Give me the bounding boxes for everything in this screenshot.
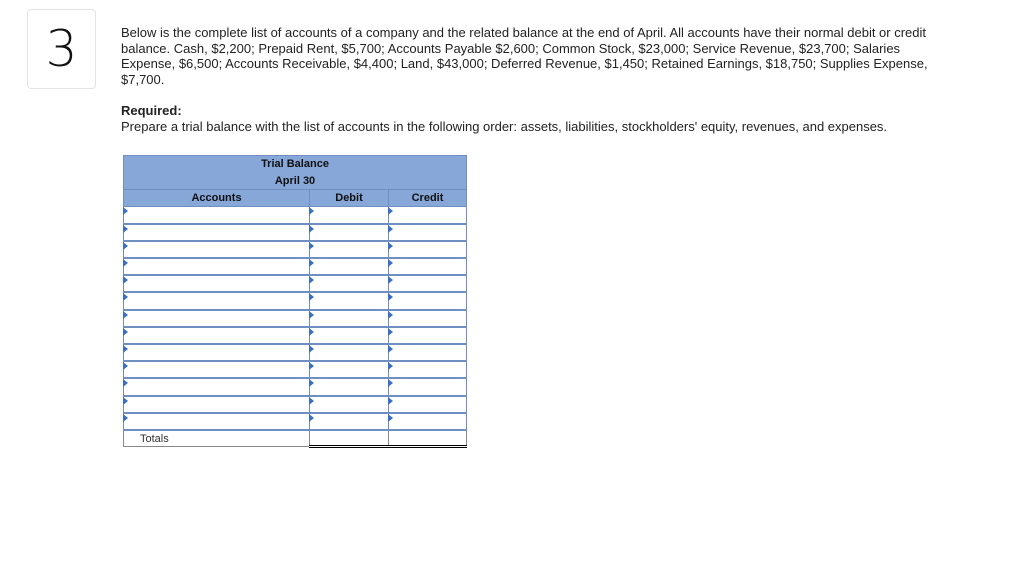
debit-input-cell[interactable] (310, 413, 389, 430)
credit-input-cell[interactable] (389, 207, 467, 224)
input-marker-icon (388, 259, 393, 267)
account-input-cell[interactable] (124, 241, 310, 258)
input-marker-icon (309, 225, 314, 233)
account-input[interactable] (125, 415, 308, 429)
debit-input[interactable] (311, 363, 387, 377)
credit-input-cell[interactable] (389, 275, 467, 292)
trial-balance-row (124, 413, 467, 430)
credit-input[interactable] (390, 208, 465, 222)
input-marker-icon (388, 311, 393, 319)
trial-balance-row (124, 275, 467, 292)
input-marker-icon (388, 276, 393, 284)
input-marker-icon (388, 242, 393, 250)
input-marker-icon (123, 345, 128, 353)
debit-input-cell[interactable] (310, 224, 389, 241)
credit-input[interactable] (390, 226, 465, 240)
column-header-row (124, 190, 467, 207)
trial-balance-row (124, 361, 467, 378)
account-input-cell[interactable] (124, 361, 310, 378)
debit-column-header: Debit (310, 190, 389, 207)
debit-input[interactable] (311, 243, 387, 257)
required-title: Required: (121, 103, 182, 118)
credit-input-cell[interactable] (389, 327, 467, 344)
credit-input[interactable] (390, 329, 465, 343)
accounts-column-header: Accounts (124, 190, 310, 207)
input-marker-icon (309, 242, 314, 250)
account-input[interactable] (125, 243, 308, 257)
input-marker-icon (123, 207, 128, 215)
debit-input[interactable] (311, 226, 387, 240)
input-marker-icon (123, 328, 128, 336)
account-input-cell[interactable] (124, 292, 310, 309)
input-marker-icon (388, 362, 393, 370)
trial-balance-row (124, 258, 467, 275)
debit-input[interactable] (311, 398, 387, 412)
trial-balance-row (124, 207, 467, 224)
account-input-cell[interactable] (124, 396, 310, 413)
credit-input-cell[interactable] (389, 258, 467, 275)
credit-input[interactable] (390, 277, 465, 291)
credit-input-cell[interactable] (389, 413, 467, 430)
account-input[interactable] (125, 363, 308, 377)
input-marker-icon (123, 379, 128, 387)
account-input[interactable] (125, 329, 308, 343)
question-number: 3 (45, 20, 78, 78)
input-marker-icon (309, 293, 314, 301)
total-credit-cell (389, 430, 467, 447)
account-input[interactable] (125, 226, 308, 240)
account-input[interactable] (125, 380, 308, 394)
input-marker-icon (123, 397, 128, 405)
account-input[interactable] (125, 277, 308, 291)
credit-input[interactable] (390, 346, 465, 360)
debit-input[interactable] (311, 346, 387, 360)
input-marker-icon (388, 345, 393, 353)
account-input-cell[interactable] (124, 310, 310, 327)
debit-input[interactable] (311, 312, 387, 326)
credit-input-cell[interactable] (389, 224, 467, 241)
trial-balance-row (124, 327, 467, 344)
input-marker-icon (388, 414, 393, 422)
credit-input-cell[interactable] (389, 396, 467, 413)
credit-input[interactable] (390, 295, 465, 309)
debit-input[interactable] (311, 260, 387, 274)
input-marker-icon (309, 259, 314, 267)
credit-column-header: Credit (389, 190, 467, 207)
debit-input-cell[interactable] (310, 310, 389, 327)
totals-row (124, 430, 467, 447)
trial-balance-row (124, 344, 467, 361)
account-input-cell[interactable] (124, 207, 310, 224)
input-marker-icon (309, 379, 314, 387)
debit-input-cell[interactable] (310, 396, 389, 413)
debit-input[interactable] (311, 380, 387, 394)
credit-input[interactable] (390, 398, 465, 412)
required-text: Prepare a trial balance with the list of accounts in the following order: assets, liabilities, stockholders' equity, revenues, and expenses. (121, 119, 888, 134)
debit-input-cell[interactable] (310, 207, 389, 224)
account-input[interactable] (125, 398, 308, 412)
account-input-cell[interactable] (124, 275, 310, 292)
input-marker-icon (309, 345, 314, 353)
input-marker-icon (309, 328, 314, 336)
account-input[interactable] (125, 312, 308, 326)
input-marker-icon (388, 225, 393, 233)
credit-input-cell[interactable] (389, 292, 467, 309)
trial-balance-title: Trial Balance (124, 156, 467, 173)
account-input[interactable] (125, 208, 308, 222)
debit-input[interactable] (311, 415, 387, 429)
input-marker-icon (309, 414, 314, 422)
input-marker-icon (388, 207, 393, 215)
trial-balance-row (124, 241, 467, 258)
input-marker-icon (309, 362, 314, 370)
input-marker-icon (123, 414, 128, 422)
credit-input[interactable] (390, 363, 465, 377)
debit-input-cell[interactable] (310, 275, 389, 292)
input-marker-icon (123, 293, 128, 301)
debit-input-cell[interactable] (310, 258, 389, 275)
trial-balance-title-row (124, 156, 467, 173)
debit-input[interactable] (311, 295, 387, 309)
credit-input[interactable] (390, 243, 465, 257)
trial-balance-date: April 30 (124, 173, 467, 190)
credit-input[interactable] (390, 380, 465, 394)
credit-input-cell[interactable] (389, 310, 467, 327)
credit-input-cell[interactable] (389, 344, 467, 361)
input-marker-icon (388, 379, 393, 387)
trial-balance-row (124, 396, 467, 413)
debit-input[interactable] (311, 329, 387, 343)
debit-input-cell[interactable] (310, 292, 389, 309)
question-number-badge (27, 9, 96, 89)
totals-label: Totals (124, 430, 310, 447)
trial-balance-row (124, 292, 467, 309)
total-debit-cell (310, 430, 389, 447)
input-marker-icon (388, 397, 393, 405)
credit-input-cell[interactable] (389, 241, 467, 258)
input-marker-icon (309, 207, 314, 215)
input-marker-icon (123, 311, 128, 319)
debit-input[interactable] (311, 208, 387, 222)
input-marker-icon (309, 311, 314, 319)
trial-balance-row (124, 224, 467, 241)
account-input-cell[interactable] (124, 327, 310, 344)
input-marker-icon (388, 328, 393, 336)
input-marker-icon (123, 225, 128, 233)
input-marker-icon (309, 276, 314, 284)
debit-input-cell[interactable] (310, 344, 389, 361)
debit-input[interactable] (311, 277, 387, 291)
credit-input[interactable] (390, 260, 465, 274)
input-marker-icon (123, 242, 128, 250)
credit-input-cell[interactable] (389, 361, 467, 378)
trial-balance-table (123, 155, 467, 448)
account-input[interactable] (125, 260, 308, 274)
input-marker-icon (123, 259, 128, 267)
credit-input-cell[interactable] (389, 378, 467, 395)
trial-balance-row (124, 310, 467, 327)
input-marker-icon (123, 276, 128, 284)
input-marker-icon (123, 362, 128, 370)
debit-input-cell[interactable] (310, 241, 389, 258)
debit-input-cell[interactable] (310, 361, 389, 378)
trial-balance-date-row (124, 173, 467, 190)
debit-input-cell[interactable] (310, 327, 389, 344)
account-input-cell[interactable] (124, 224, 310, 241)
question-text: Below is the complete list of accounts of a company and the related balance at the end of April. All accounts have their normal debit or credit balance. Cash, $2,200; Prepaid Rent, $5,700; Accounts Payable $2,600; Common Stock, $23,000; Service Revenue, $23,700; Salaries Expense, $6,500; Accounts Receivable, $4,400; Land, $43,000; Deferred Revenue, $1,450; Retained Earnings, $18,750; Supplies Expense, $7,700. (121, 25, 928, 87)
credit-input[interactable] (390, 415, 465, 429)
credit-input[interactable] (390, 312, 465, 326)
account-input-cell[interactable] (124, 413, 310, 430)
account-input-cell[interactable] (124, 258, 310, 275)
debit-input-cell[interactable] (310, 378, 389, 395)
input-marker-icon (388, 293, 393, 301)
account-input[interactable] (125, 346, 308, 360)
account-input-cell[interactable] (124, 378, 310, 395)
trial-balance-row (124, 378, 467, 395)
account-input[interactable] (125, 295, 308, 309)
input-marker-icon (309, 397, 314, 405)
account-input-cell[interactable] (124, 344, 310, 361)
